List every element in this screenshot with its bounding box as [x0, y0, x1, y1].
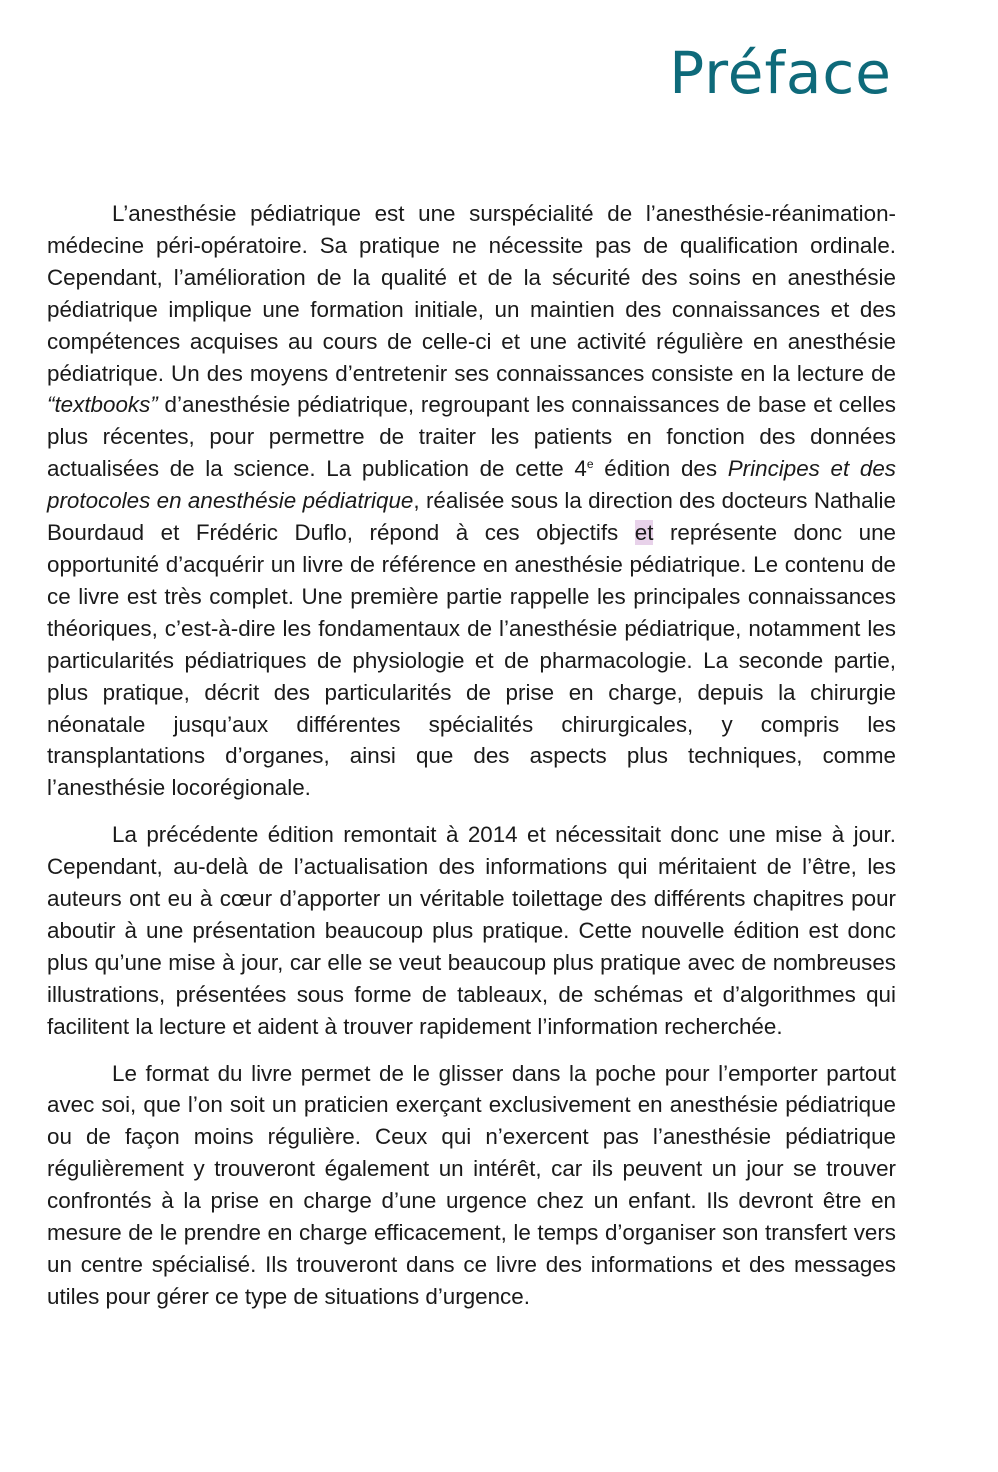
page-title: Préface — [669, 39, 892, 107]
text-run: La précédente édition remontait à 2014 et nécessitait donc une mise à jour. Cependant, au-delà de l’actualisation des informations qui méritaient de l’être, les auteurs ont eu à cœur d’apporter un véritable toilettage des différents chapitres pour aboutir à une présentation beaucoup plus pratique. Cette nouvelle édition est donc plus qu’une mise à jour, car elle se veut beaucoup plus pratique avec de nombreuses illustrations, présentées sous forme de tableaux, de schémas et d’algorithmes qui facilitent la lecture et aident à trouver rapidement l’information recherchée. — [47, 822, 896, 1039]
preface-body — [47, 198, 896, 1328]
book-title-italic: Principes et des protocoles en anesthésie pédiatrique — [47, 456, 896, 514]
paragraph — [47, 198, 896, 804]
text-run: Le format du livre permet de le glisser dans la poche pour l’emporter partout avec soi, que l’on soit un praticien exerçant exclusivement en anesthésie pédiatrique ou de façon moins régulière. Ceux qui n’exercent pas l’anesthésie pédiatrique régulièrement y trouveront également un intérêt, car ils peuvent un jour se trouver confrontés à la prise en charge d’une urgence chez un enfant. Ils devront être en mesure de le prendre en charge efficacement, le temps d’organiser son transfert vers un centre spécialisé. Ils trouveront dans ce livre des informations et des messages utiles pour gérer ce type de situations d’urgence. — [47, 1060, 896, 1309]
text-run-italic: “textbooks” — [47, 392, 158, 418]
paragraph — [47, 1058, 896, 1313]
text-run: , réalisée sous la direction des docteurs Nathalie Bourdaud et Frédéric Duflo, répond à ces objectifs — [47, 488, 896, 546]
text-run: d’anesthésie pédiatrique, regroupant les connaissances de base et celles plus récentes, pour permettre de traiter les patients en fonction des données actualisées de la science. La publication de cette 4 — [47, 392, 896, 482]
paragraph — [47, 819, 896, 1042]
highlighted-word[interactable]: et — [634, 520, 654, 546]
superscript: e — [586, 457, 594, 472]
text-run: édition des — [593, 456, 728, 482]
text-run: L’anesthésie pédiatrique est une surspécialité de l’anesthésie-réanimation-médecine péri-opératoire. Sa pratique ne nécessite pas de qualification ordinale. Cependant, l’amélioration de la qualité et de la sécurité des soins en anesthésie pédiatrique implique une formation initiale, un maintien des connaissances et des compétences acquises au cours de celle-ci et une activité régulière en anesthésie pédiatrique. Un des moyens d’entretenir ses connaissances consiste en la lecture de — [47, 201, 896, 386]
text-run: représente donc une opportunité d’acquérir un livre de référence en anesthésie pédiatrique. Le contenu de ce livre est très complet. Une première partie rappelle les principales connaissances théoriques, c’est-à-dire les fondamentaux de l’anesthésie pédiatrique, notamment les particularités pédiatriques de physiologie et de pharmacologie. La seconde partie, plus pratique, décrit des particularités de prise en charge, depuis la chirurgie néonatale jusqu’aux différentes spécialités chirurgicales, y compris les transplantations d’organes, ainsi que des aspects plus techniques, comme l’anesthésie locorégionale. — [47, 520, 896, 801]
